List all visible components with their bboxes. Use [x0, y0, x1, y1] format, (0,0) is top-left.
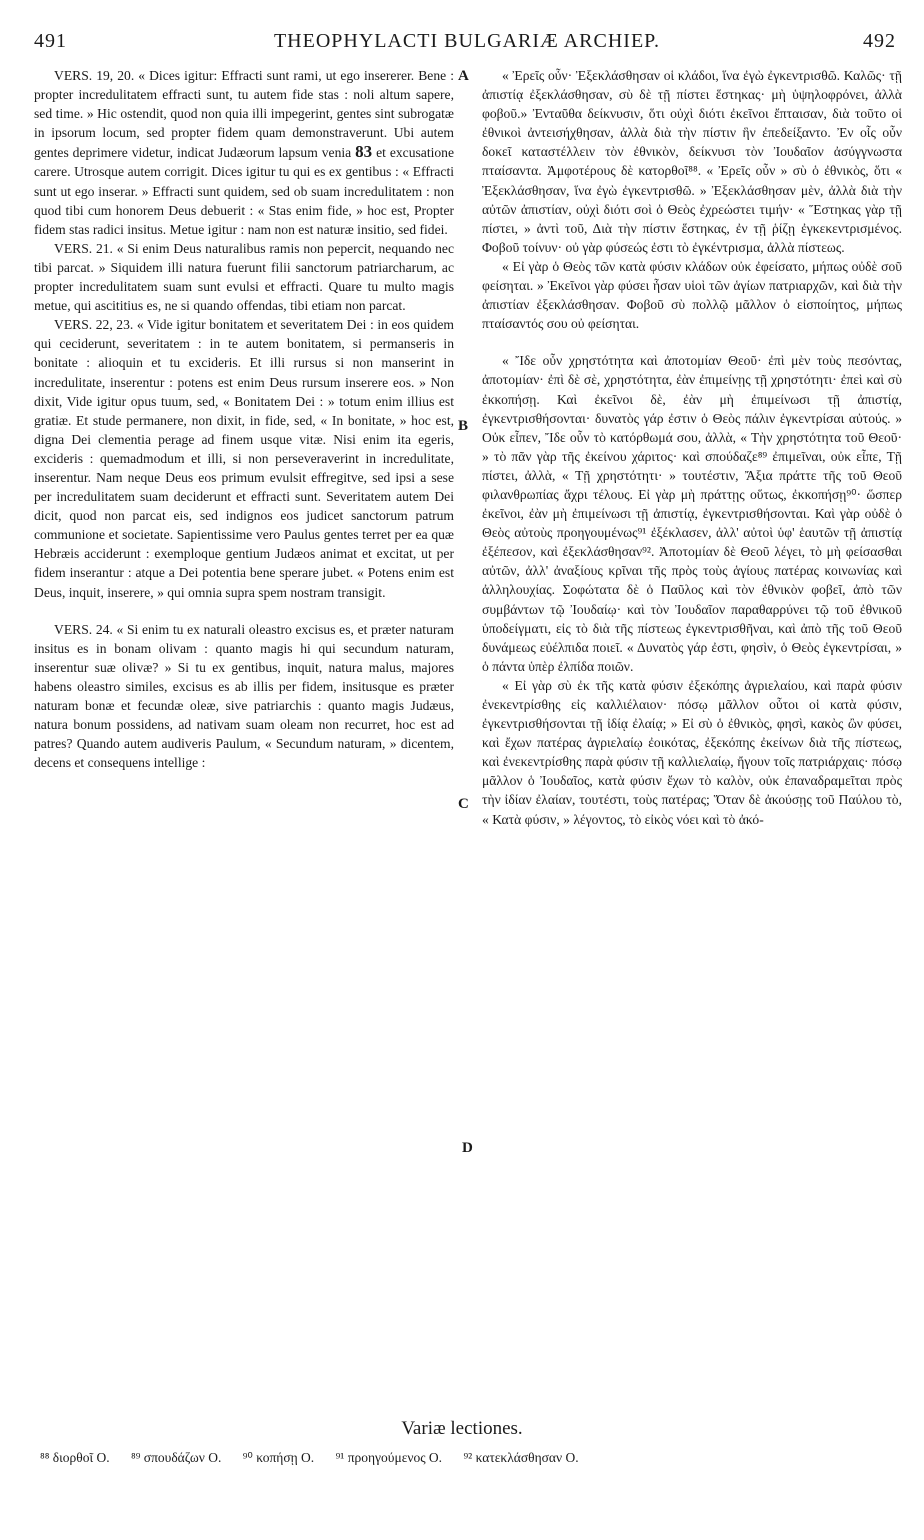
greek-column — [482, 66, 902, 829]
greek-paragraph-4: « Εἰ γὰρ σὺ ἐκ τῆς κατὰ φύσιν ἐξεκόπης ἀγριελαίου, καὶ παρὰ φύσιν ἐνεκεντρίσθης εἰς καλλιέλαιον· πόσῳ μᾶλλον οὗτοι οἱ κατὰ φύσιν, ἐγκεντρισθήσονται τῇ ἰδίᾳ ἐλαίᾳ; » Εἰ σὺ ὁ ἐθνικὸς, φησὶ, κακὸς ὢν φύσει, καὶ ἔχων πατέρας ἀγριελαίῳ ἐοικότας, ἐξεκόπης ἐκείνων διὰ τῆς πίστεως, καὶ ἐνεκεντρίσθης παρὰ φύσιν τῇ καλλιελαίῳ, ἤγουν τοῖς πατριάρχαις· πόσῳ μᾶλλον ὁ Ἰουδαῖος, κατὰ φύσιν ἔχων τὸ καλὸν, οὐκ ἐπαναδραμεῖται πρὸς τὴν ἰδίαν ἐλαίαν, τουτέστι, τοὺς πατέρας; Ὅταν δὲ ἀκούσῃς τοῦ Παύλου τὸ, « Κατὰ φύσιν, » λέγοντος, τὸ εἰκὸς νόει καὶ τὸ ἀκό- — [482, 677, 902, 827]
latin-paragraph-vers-19-20 — [34, 66, 454, 239]
latin-text: VERS. 19, 20. « Dices igitur: Effracti sunt rami, ut ego insererer. Bene : propter incredulitatem effracti sunt, tu autem fide stas : noli altum sapere, sed time. » Hic ostendit, quod non quia illi impegerint, gentes sint subrogatæ in ipsorum locum, sed propter fidem quam demonstraverunt. Ubi autem gentes deprimere videtur, indicat Judæorum lapsum venia — [34, 68, 454, 161]
variae-lectiones-title: Variæ lectiones. — [401, 1418, 523, 1439]
right-page-number: 492 — [863, 30, 896, 52]
margin-marker-c: C — [458, 796, 469, 812]
margin-marker-a: A — [458, 68, 469, 84]
margin-marker-b: B — [458, 418, 469, 434]
variant-reading: ⁹¹ προηγούμενος Ο. — [335, 1450, 443, 1465]
latin-paragraph-vers-24: VERS. 24. « Si enim tu ex naturali oleastro excisus es, et præter naturam insitus es in bonam olivam : quanto magis hi qui secundum naturam, inserentur suæ olivæ? » Si tu ex gentibus, inquit, natura malus, majores habens oleastro similes, excisus es ab illis per fidem, insitusque es præter naturam bonæ et fecundæ oleæ, sive patriarchis : quanto magis Judæus, natura bonum possidens, ad nativam suam oleam non recurret, hoc est ad patres? Quando autem audiveris Paulum, « Secundum naturam, » dicentem, decens et consequens intellige : — [34, 621, 454, 771]
variant-reading: ⁸⁹ σπουδάζων Ο. — [131, 1450, 222, 1465]
latin-paragraph-vers-21: VERS. 21. « Si enim Deus naturalibus ramis non pepercit, nequando nec tibi parcat. » Siquidem illi natura fuerunt filii sanctorum patriarcharum, ac propter incredulitatem suam sunt evulsi et effracti. Quare tu multo magis metue, qui ascititius es, ne si quando offendas, tibi etiam non parcat. — [34, 240, 454, 314]
column-number: 83 — [355, 142, 373, 162]
variant-reading: ⁹² κατεκλάσθησαν Ο. — [463, 1450, 579, 1465]
margin-marker-d: D — [462, 1140, 473, 1156]
greek-paragraph-2: « Εἰ γὰρ ὁ Θεὸς τῶν κατὰ φύσιν κλάδων οὐκ ἐφείσατο, μήπως οὐδὲ σοῦ φείσηται. » Ἐκεῖνοι γὰρ φύσει ἦσαν υἱοὶ τῶν ἁγίων πατριαρχῶν, καὶ διὰ τὴν ἀπιστίαν ἐξεκλάσθησαν. Φοβοῦ σὺ πολλῷ μᾶλλον ὁ εἰσποίητος, μήπως πταίσαντός σου οὐ φείσηται. — [482, 258, 902, 332]
variae-lectiones-list — [40, 1450, 884, 1466]
latin-text: et excusatione carere. Utrosque autem corrigit. Dices igitur tu qui es ex gentibus : « Effracti sunt ut ego inserar. » Effracti sunt quidem, sed ob suam incredulitatem : non quod tibi cum honorem Deus debuerit : « Stas enim fide, » hoc est, Propter fidem stas radici insitus. Metue igitur : nam non est naturæ insitio, sed fidei. — [34, 145, 455, 237]
page-header — [34, 30, 900, 60]
greek-paragraph-3: « Ἴδε οὖν χρηστότητα καὶ ἀποτομίαν Θεοῦ· ἐπὶ μὲν τοὺς πεσόντας, ἀποτομίαν· ἐπὶ δὲ σὲ, χρηστότητα, ἐὰν ἐπιμείνῃς τῇ χρηστότητι· ἐπεὶ καὶ σὺ ἐκκοπήσῃ. Καὶ ἐκεῖνοι δὲ, ἐὰν μὴ ἐπιμείνωσι τῇ ἀπιστίᾳ, ἐγκεντρισθήσονται· δυνατὸς γάρ ἐστιν ὁ Θεὸς πάλιν ἐγκεντρίσαι αὐτούς. » Οὐκ εἶπεν, Ἴδε οὖν τὸ κατόρθωμά σου, ἀλλὰ, « Τὴν χρηστότητα τοῦ Θεοῦ· » τὸ πᾶν γὰρ τῆς ἐκείνου χάριτος· καὶ σπούδαζε⁸⁹ ἐπιμεῖναι, οὐκ εἶπε, Τῇ πίστει, ἀλλὰ, « Τῇ χρηστότητι· » τουτέστιν, Ἄξια πράττε τῆς τοῦ Θεοῦ φιλανθρωπίας ἄχρι τέλους. Εἰ γὰρ μὴ πράττῃς οὕτως, ἐκκοπήσῃ⁹⁰· ὥσπερ ἐκεῖνοι, ἐὰν μὴ ἐπιμείνωσι τῇ ἀπιστίᾳ, ἐγκεντρισθήσονται. Καὶ γὰρ οὐδὲ ὁ Θεὸς αὐτοὺς προηγουμένως⁹¹ ἐξέκλασεν, ἀλλ' αὐτοὶ ὑφ' ἑαυτῶν τῇ ἀπιστίᾳ ἐξέπεσον, καὶ ἐξεκλάσθησαν⁹². Ἀποτομίαν δὲ Θεοῦ λέγει, τὸ μὴ φείσασθαι αὐτῶν, ἀλλ' ἀναξίους κρῖναι τῆς πρὸς τοὺς ἁγίους πατέρας κοινωνίας καὶ ἀλληλουχίας. Σοφώτατα δὲ ὁ Παῦλος καὶ τὸν ἐθνικὸν φοβεῖ, ἀπὸ τῶν συμβάντων τῷ Ἰουδαίῳ· καὶ τὸν Ἰουδαῖον παραθαρρύνει τῷ τοῦ ἐθνικοῦ ὑποδείγματι, εἰς τὸ διὰ τῆς πίστεως ἐγκεντρισθῆναι, καὶ ἀπὸ τῆς τοῦ Θεοῦ δυνάμεως εὐέλπιδα ποιεῖ. « Δυνατὸς γάρ ἐστι, φησὶν, ὁ Θεὸς ἐγκεντρίσαι, » ὁ πάντα ὑπὲρ ἐλπίδα ποιῶν. — [482, 353, 902, 674]
variant-reading: ⁹⁰ κοπήσῃ Ο. — [242, 1450, 315, 1465]
running-title: THEOPHYLACTI BULGARIÆ ARCHIEP. — [273, 30, 661, 52]
latin-column — [34, 66, 454, 772]
variant-reading: ⁸⁸ διορθοῖ Ο. — [40, 1450, 110, 1465]
greek-paragraph-1: « Ἐρεῖς οὖν· Ἐξεκλάσθησαν οἱ κλάδοι, ἵνα ἐγὼ ἐγκεντρισθῶ. Καλῶς· τῇ ἀπιστίᾳ ἐξεκλάσθησαν, σὺ δὲ τῇ πίστει ἕστηκας· μὴ ὑψηλοφρόνει, ἀλλὰ φοβοῦ.» Ἐνταῦθα δείκνυσιν, ὅτι οὐχὶ διότι ἐκεῖνοι ἔπταισαν, διὰ τοῦτο οἱ ἐθνικοὶ ἀντεισήχθησαν, ἀλλὰ διὰ τὴν πίστιν ἣν ἐπεδείξαντο. Ἐν οἷς οὖν δοκεῖ καταστέλλειν τὸν ἐθνικὸν, δείκνυσι τὸν Ἰουδαῖον ἀσύγγνωστα πταίσαντα. Ἀμφοτέρους δὲ κατορθοῖ⁸⁸. « Ἐρεῖς οὖν » σὺ ὁ ἐθνικὸς, ὅτι « Ἐξεκλάσθησαν, ἵνα ἐγὼ ἐγκεντρισθῶ. » Ἐξεκλάσθησαν μὲν, ἀλλὰ διὰ τὴν αὐτῶν ἀπιστίαν, οὐχὶ διότι σοὶ ὁ Θεὸς ἐχρεώστει τιμήν· « Ἕστηκας γὰρ τῇ πίστει, » ἀντὶ τοῦ, Διὰ τὴν πίστιν ἕστηκας, ἐν τῇ ῥίζῃ ἐγκεκεντρισμένος. Φοβοῦ τοίνυν· οὐ γὰρ φύσεώς ἐστι τὸ ἐγκέντρισμα, ἀλλὰ πίστεως. — [482, 68, 902, 255]
left-page-number: 491 — [34, 30, 67, 52]
latin-paragraph-vers-22-23: VERS. 22, 23. « Vide igitur bonitatem et severitatem Dei : in eos quidem qui ceciderunt, severitatem : in te autem bonitatem, si permanseris in bonitate : alioquin et tu excideris. Et illi rursus si non manserint in incredulitate, inserentur : potens est enim Deus rursum inserere eos. » Non dixit, Vide igitur opus tuum, sed, « Bonitatem Dei : » totum enim illius est gratiæ. Et stude permanere, non dixit, in fide, sed, « In bonitate, » hoc est, digna Dei clementia perage ad finem usque vitæ. Nisi enim ita egeris, excideris : quemadmodum et illi, si non perseveraverint in incredulitate, inserentur. Nam neque Deus eos primum evulsit effregitve, sed ipsi a sese per incredulitatem suam deciderunt et effracti sunt. Severitatem autem Dei dicit, quod non parcat eis, sed indignos eos judicet sanctorum patrum communione et societate. Sapientissime vero Paulus gentes terret per ea quæ Hebræis acciderunt : exemploque gentium Judæos animat et excitat, ut per fidem inserantur : atque a Dei potentia bene sperare jubet. « Potens enim est Deus, inquit, inserere, » qui omnia supra spem nostram transigit. — [34, 317, 454, 600]
